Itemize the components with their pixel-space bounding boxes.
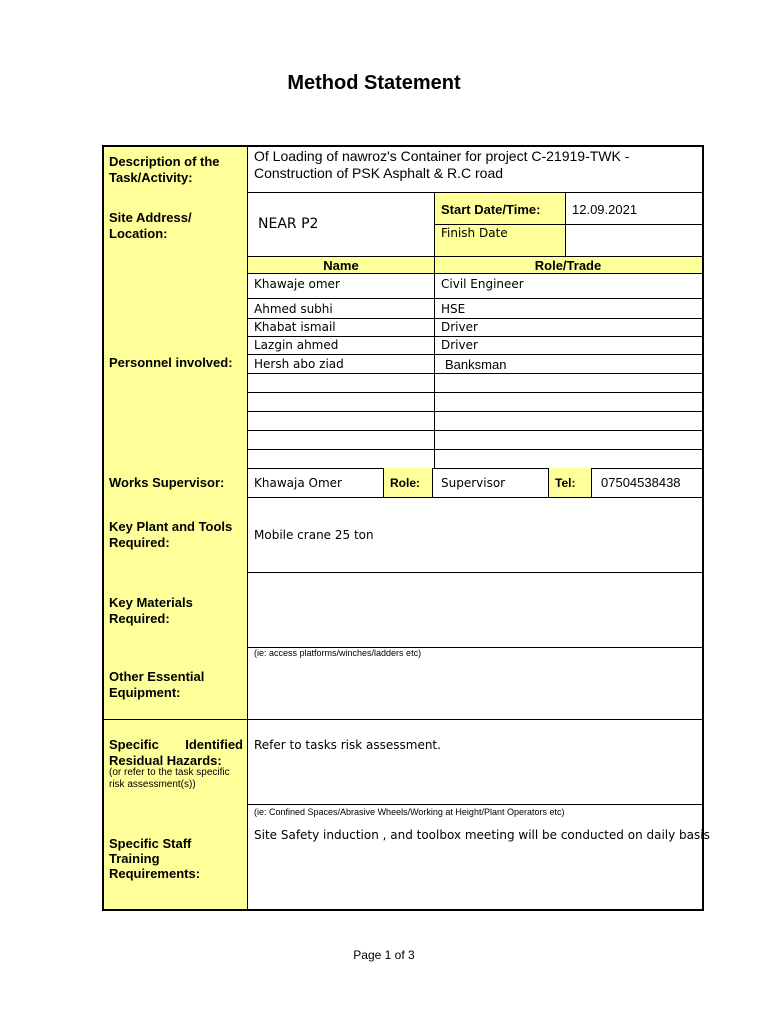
personnel-name-5: Hersh abo ziad — [254, 357, 344, 371]
key-materials-label: Key Materials Required: — [109, 595, 193, 626]
personnel-name-3: Khabat ismail — [254, 320, 336, 334]
start-date-label: Start Date/Time: — [441, 202, 541, 217]
start-date-value: 12.09.2021 — [572, 202, 638, 217]
page-number: Page 1 of 3 — [353, 948, 415, 962]
supervisor-name: Khawaja Omer — [254, 476, 342, 490]
hazards-value: Refer to tasks risk assessment. — [254, 738, 441, 752]
supervisor-tel-label: Tel: — [555, 476, 576, 490]
finish-date-label: Finish Date — [441, 226, 508, 240]
works-supervisor-label: Works Supervisor: — [109, 475, 225, 490]
personnel-role-1: Civil Engineer — [441, 277, 524, 291]
personnel-label: Personnel involved: — [109, 355, 233, 370]
training-note: (ie: Confined Spaces/Abrasive Wheels/Working at Height/Plant Operators etc) — [254, 807, 565, 817]
supervisor-role-label: Role: — [390, 476, 420, 490]
description-label: Description of the Task/Activity: — [109, 154, 220, 185]
personnel-role-5: Banksman — [445, 357, 507, 372]
page-title: Method Statement — [287, 72, 461, 94]
personnel-name-2: Ahmed subhi — [254, 302, 333, 316]
personnel-name-header: Name — [323, 258, 359, 273]
personnel-role-2: HSE — [441, 302, 466, 316]
key-plant-value: Mobile crane 25 ton — [254, 528, 374, 542]
site-address-label: Site Address/ Location: — [109, 210, 192, 241]
personnel-name-1: Khawaje omer — [254, 277, 340, 291]
personnel-role-header: Role/Trade — [534, 258, 602, 273]
hazards-note: (or refer to the task specific risk assessment(s)) — [109, 767, 230, 790]
supervisor-tel: 07504538438 — [601, 475, 681, 490]
site-address-value: NEAR P2 — [258, 216, 319, 232]
personnel-role-3: Driver — [441, 320, 478, 334]
training-label: Specific Staff Training Requirements: — [109, 836, 201, 881]
equipment-note: (ie: access platforms/winches/ladders etc) — [254, 648, 422, 658]
description-value: Of Loading of nawroz's Container for project C-21919-TWK - Construction of PSK Asphalt & R.C road — [254, 148, 630, 181]
training-value: Site Safety induction , and toolbox meeting will be conducted on daily basis — [254, 828, 710, 842]
personnel-role-4: Driver — [441, 338, 478, 352]
hazards-label: Specific Identified Residual Hazards: — [109, 737, 243, 768]
personnel-name-4: Lazgin ahmed — [254, 338, 339, 352]
key-plant-label: Key Plant and Tools Required: — [109, 519, 233, 550]
supervisor-role: Supervisor — [441, 476, 506, 490]
other-equipment-label: Other Essential Equipment: — [109, 669, 205, 700]
